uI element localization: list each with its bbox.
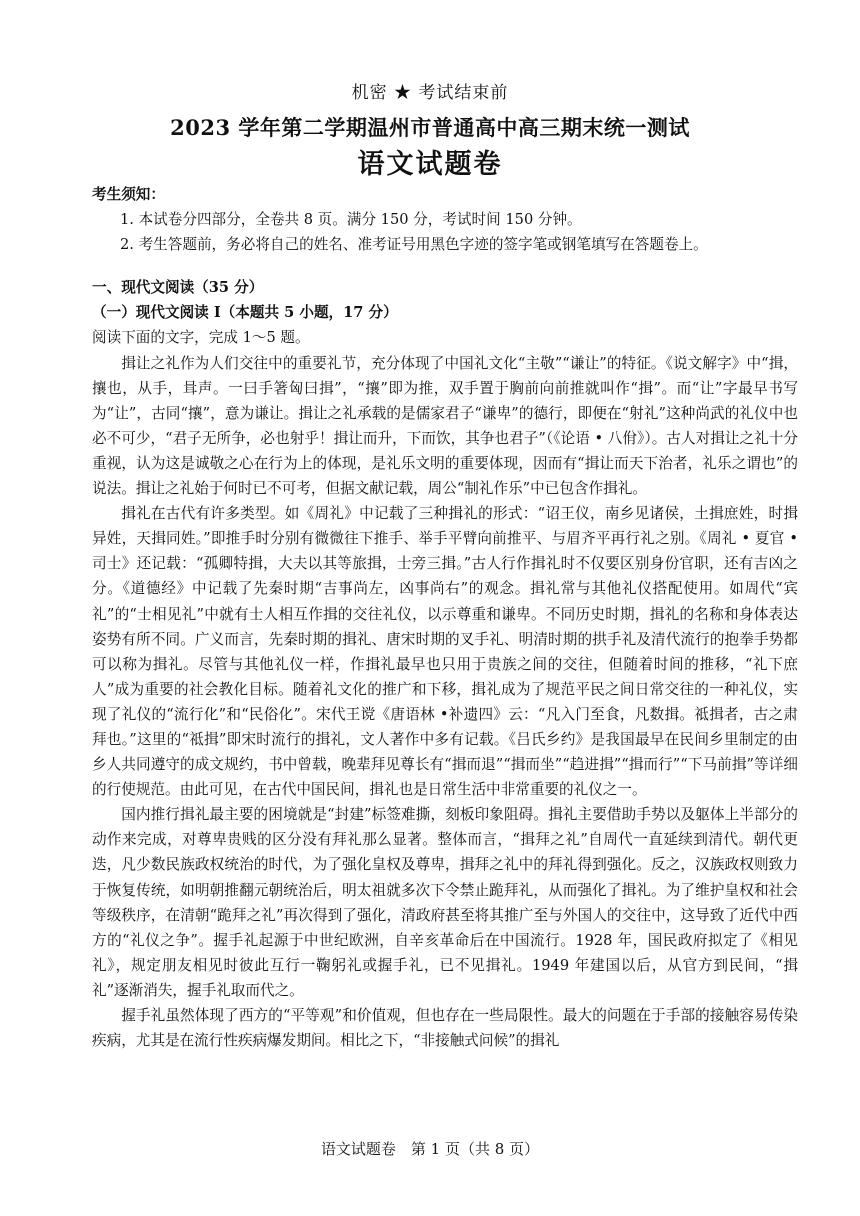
subsection-title: （一）现代文阅读 I（本题共 5 小题，17 分） (92, 304, 398, 322)
passage-paragraph-2: 揖礼在古代有许多类型。如《周礼》中记载了三种揖礼的形式：“诏王仪，南乡见诸侯，土揖庶姓，时揖异姓，天揖同姓。”即推手时分别有微微往下推手、举手平臂向前推平、与眉齐平再行礼之别。《周礼 • 夏官 • 司士》还记载：“孤卿特揖，大夫以其等旅揖，士旁三揖。”古人行作揖礼时不仅要区别身份官职，还有吉凶之分。《道德经》中记载了先秦时期“吉事尚左，凶事尚右”的观念。揖礼常与其他礼仪搭配使用。如周代“宾礼”的“士相见礼”中就有士人相互作揖的交往礼仪，以示尊重和谦卑。不同历史时期，揖礼的名称和身体表达姿势有所不同。广义而言，先秦时期的揖礼、唐宋时期的叉手礼、明清时期的拱手礼及清代流行的抱拳手势都可以称为揖礼。尽管与其他礼仪一样，作揖礼最早也只用于贵族之间的交往，但随着时间的推移，“礼下庶人”成为重要的社会教化目标。随着礼文化的推广和下移，揖礼成为了规范平民之间日常交往的一种礼仪，实现了礼仪的“流行化”和“民俗化”。宋代王谠《唐语林 •补遗四》云：“凡入门至食，凡数揖。祗揖者，古之肃拜也。”这里的“祗揖”即宋时流行的揖礼，文人著作中多有记载。《吕氏乡约》是我国最早在民间乡里制定的由乡人共同遵守的成文规约，书中曾载，晚辈拜见尊长有“揖而退”“揖而坐”“趋进揖”“揖而行”“下马前揖”等详细的行使规范。由此可见，在古代中国民间，揖礼也是日常生活中非常重要的礼仪之一。 (92, 505, 798, 799)
page-footer: 语文试题卷 第 1 页（共 8 页） (320, 1140, 540, 1158)
passage-paragraph-1: 揖让之礼作为人们交往中的重要礼节，充分体现了中国礼文化“主敬”“谦让”的特征。《说文解字》中“揖，攘也，从手，咠声。一曰手箸匈曰揖”，“攘”即为推，双手置于胸前向前推就叫作“揖”。而“让”字最早书写为“让”，古同“攘”，意为谦让。揖让之礼承载的是儒家君子“谦卑”的德行，即便在“射礼”这种尚武的礼仪中也必不可少，“君子无所争，必也射乎！揖让而升，下而饮，其争也君子”（《论语 • 八佾》）。古人对揖让之礼十分重视，认为这是诚敬之心在行为上的体现，是礼乐文明的重要体现，因而有“揖让而天下治者，礼乐之谓也”的说法。揖让之礼始于何时已不可考，但据文献记载，周公“制礼作乐”中已包含作揖礼。 (92, 354, 798, 498)
reading-instruction: 阅读下面的文字，完成 1～5 题。 (92, 329, 310, 347)
notice-item-2: 2. 考生答题前，务必将自己的姓名、准考证号用黑色字迹的签字笔或钢笔填写在答题卷上。 (120, 236, 708, 254)
notice-title: 考生须知： (92, 186, 165, 203)
confidential-notice: 机密 ★ 考试结束前 (351, 83, 509, 103)
section-title: 一、现代文阅读（35 分） (92, 279, 264, 297)
exam-title: 2023 学年第二学期温州市普通高中高三期末统一测试 (170, 115, 690, 140)
page-body (92, 182, 798, 1053)
paper-title: 语文试题卷 (357, 149, 503, 180)
passage-paragraph-3: 国内推行揖礼最主要的困境就是“封建”标签难撕，刻板印象阻碍。揖礼主要借助手势以及躯体上半部分的动作来完成，对尊卑贵贱的区分没有拜礼那么显著。整体而言，“揖拜之礼”自周代一直延续到清代。朝代更迭，凡少数民族政权统治的时代，为了强化皇权及尊卑，揖拜之礼中的拜礼得到强化。反之，汉族政权则致力于恢复传统，如明朝推翻元朝统治后，明太祖就多次下令禁止跪拜礼，从而强化了揖礼。为了维护皇权和社会等级秩序，在清朝“跪拜之礼”再次得到了强化，清政府甚至将其推广至与外国人的交往中，这导致了近代中西方的“礼仪之争”。握手礼起源于中世纪欧洲，自辛亥革命后在中国流行。1928 年，国民政府拟定了《相见礼》，规定朋友相见时彼此互行一鞠躬礼或握手礼，已不见揖礼。1949 年建国以后，从官方到民间，“揖礼”逐渐消失，握手礼取而代之。 (92, 806, 798, 999)
passage-paragraph-4: 握手礼虽然体现了西方的“平等观”和价值观，但也存在一些局限性。最大的问题在于手部的接触容易传染疾病，尤其是在流行性疾病爆发期间。相比之下，“非接触式问候”的揖礼 (92, 1007, 798, 1050)
notice-item-1: 1. 本试卷分四部分，全卷共 8 页。满分 150 分，考试时间 150 分钟。 (120, 211, 582, 229)
